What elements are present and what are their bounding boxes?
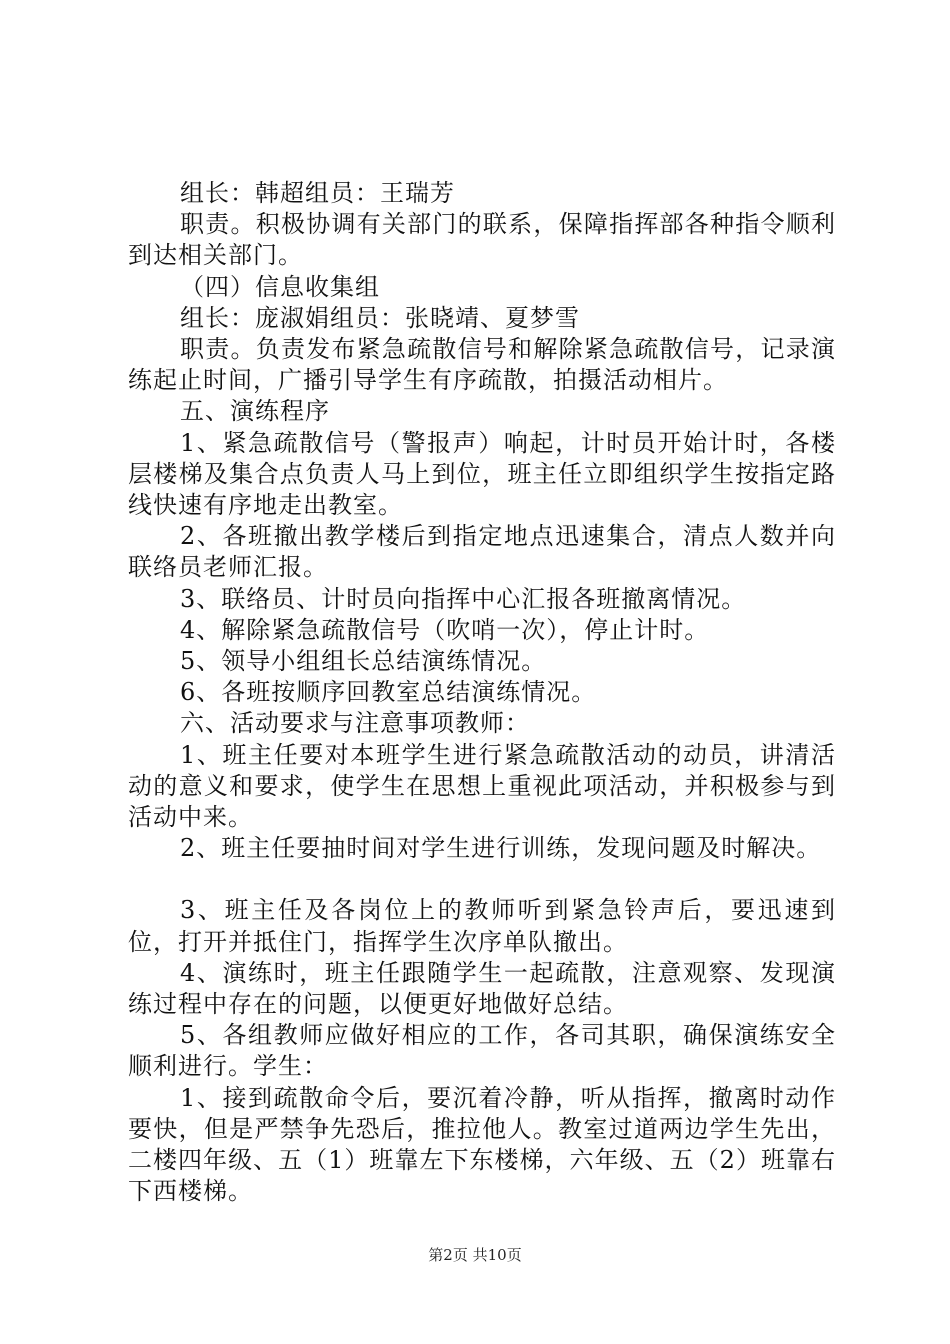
paragraph-group-leader: 组长：韩超组员：王瑞芳 bbox=[180, 179, 455, 207]
paragraph-info-group-members: 组长：庞淑娟组员：张晓靖、夏梦雪 bbox=[180, 303, 580, 332]
teacher-requirement-5: 5、各组教师应做好相应的工作，各司其职，确保演练安全顺利进行。学生： bbox=[128, 1021, 836, 1081]
paragraph-duty-signal: 职责。负责发布紧急疏散信号和解除紧急疏散信号，记录演练起止时间，广播引导学生有序疏散，拍摄活动相片。 bbox=[128, 335, 836, 395]
teacher-requirement-4: 4、演练时，班主任跟随学生一起疏散，注意观察、发现演练过程中存在的问题，以便更好地做好总结。 bbox=[128, 958, 836, 1019]
teacher-requirement-2: 2、班主任要抽时间对学生进行训练，发现问题及时解决。 bbox=[180, 834, 822, 863]
page-number-footer: 第2页 共10页 bbox=[428, 1246, 522, 1264]
procedure-step-4: 4、解除紧急疏散信号（吹哨一次），停止计时。 bbox=[180, 615, 710, 644]
procedure-step-3: 3、联络员、计时员向指挥中心汇报各班撤离情况。 bbox=[180, 584, 747, 613]
section-info-collection: （四）信息收集组 bbox=[180, 272, 380, 301]
document-body bbox=[128, 178, 836, 1208]
procedure-step-5: 5、领导小组组长总结演练情况。 bbox=[180, 647, 547, 676]
teacher-requirement-3: 3、班主任及各岗位上的教师听到紧急铃声后，要迅速到位，打开并抵住门，指挥学生次序单队撤出。 bbox=[128, 896, 836, 956]
teacher-requirement-1: 1、班主任要对本班学生进行紧急疏散活动的动员，讲清活动的意义和要求，使学生在思想上重视此项活动，并积极参与到活动中来。 bbox=[128, 740, 836, 832]
section-requirements: 六、活动要求与注意事项教师： bbox=[180, 709, 530, 738]
procedure-step-2: 2、各班撤出教学楼后到指定地点迅速集合，清点人数并向联络员老师汇报。 bbox=[128, 522, 836, 582]
paragraph-duty-coordination: 职责。积极协调有关部门的联系，保障指挥部各种指令顺利到达相关部门。 bbox=[128, 210, 836, 270]
student-requirement-1: 1、接到疏散命令后，要沉着冷静，听从指挥，撤离时动作要快，但是严禁争先恐后，推拉他人。教室过道两边学生先出，二楼四年级、五（1）班靠左下东楼梯，六年级、五（2）班靠右下西楼梯。 bbox=[128, 1083, 836, 1206]
procedure-step-6: 6、各班按顺序回教室总结演练情况。 bbox=[180, 678, 597, 707]
procedure-step-1: 1、紧急疏散信号（警报声）响起，计时员开始计时，各楼层楼梯及集合点负责人马上到位，班主任立即组织学生按指定路线快速有序地走出教室。 bbox=[128, 428, 836, 520]
section-drill-procedure: 五、演练程序 bbox=[180, 397, 330, 426]
